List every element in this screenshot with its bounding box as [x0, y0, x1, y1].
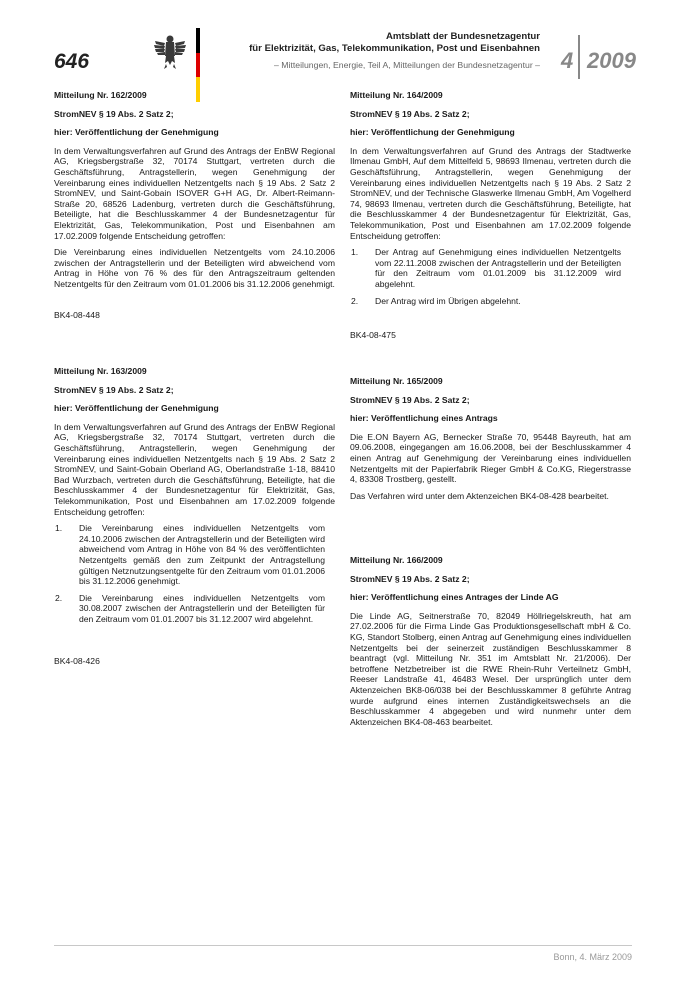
header-title — [206, 31, 540, 55]
reference-number: BK4-08-448 — [54, 309, 100, 320]
header-title-line1: Amtsblatt der Bundesnetzagentur — [385, 31, 540, 42]
mitteilung-subject: StromNEV § 19 Abs. 2 Satz 2; — [350, 108, 470, 119]
list-item-text: Die Vereinbarung eines individuellen Netzentgelts vom 30.08.2007 zwischen der Antragstellerin und der Beteiligten für den Zeitraum vom 01.01.2007 bis 31.12.2007 wird abgelehnt. — [79, 592, 325, 624]
list-item-number: 2. — [351, 295, 359, 306]
mitteilung-162 — [54, 90, 335, 326]
federal-eagle-icon — [152, 32, 188, 72]
mitteilung-166 — [350, 555, 631, 733]
footer-rule — [54, 945, 632, 946]
page-number: 646 — [54, 50, 90, 73]
mitteilung-163 — [54, 366, 335, 630]
issue-divider — [578, 35, 580, 79]
header-subtitle: – Mitteilungen, Energie, Teil A, Mitteilungen der Bundesnetzagentur – — [274, 60, 540, 70]
mitteilung-subject: StromNEV § 19 Abs. 2 Satz 2; — [350, 573, 470, 584]
mitteilung-165 — [350, 376, 631, 507]
list-item-text: Der Antrag wird im Übrigen abgelehnt. — [375, 295, 521, 306]
paragraph: Die E.ON Bayern AG, Bernecker Straße 70, 95448 Bayreuth, hat am 09.06.2008, eingegangen am 16.06.2008, bei der Beschlusskammer 4 einen Antrag auf Genehmigung der Vereinbarung eines individuellen Netzentgelts mit der Papierfabrik Rieger GmbH & Co.KG, Riegerstrasse 4, 83308 Trostberg, gestellt. — [350, 431, 631, 485]
mitteilung-number: Mitteilung Nr. 162/2009 — [54, 90, 147, 100]
issue-number: 4 — [561, 48, 574, 73]
paragraph: In dem Verwaltungsverfahren auf Grund des Antrags der EnBW Regional AG, Kriegsbergstraße 32, 70174 Stuttgart, vertreten durch die Geschäftsführung, Antragstellerin, wegen Genehmigung der Vereinbarung eines individuellen Netzentgelts nach § 19 Abs. 2 Satz 2 StromNEV, und Saint-Gobain Oberland AG, Oberlandstraße 1-18, 88410 Bad Wurzbach, vertreten durch die Geschäftsführung, Beteiligte, hat die Beschlusskammer 4 der Bundesnetzagentur für Elektrizität, Gas, Telekommunikation, Post und Eisenbahnen am 17.02.2009 folgende Entscheidung getroffen: — [54, 421, 335, 517]
paragraph: Die Vereinbarung eines individuellen Netzentgelts vom 24.10.2006 zwischen der Antragstellerin und der Beteiligten wird abweichend vom Antrag in Höhe von 76 % des für den Antragszeitraum geltenden Netzentgelts für den Zeitraum vom 01.01.2006 bis 31.12.2006 genehmigt. — [54, 247, 335, 289]
list-item — [350, 247, 631, 289]
list-item — [54, 523, 335, 587]
flag-stripe-red — [196, 53, 200, 78]
list-item-number: 1. — [55, 523, 63, 534]
paragraph: Das Verfahren wird unter dem Aktenzeichen BK4-08-428 bearbeitet. — [350, 490, 609, 501]
header-title-line2: für Elektrizität, Gas, Telekommunikation, Post und Eisenbahnen — [249, 43, 540, 54]
mitteilung-hier: hier: Veröffentlichung eines Antrags — [350, 413, 498, 424]
mitteilung-number: Mitteilung Nr. 166/2009 — [350, 555, 443, 565]
list-item-text: Die Vereinbarung eines individuellen Netzentgelts vom 24.10.2006 zwischen der Antragstellerin und der Beteiligten wird abweichend vom Antrag in Höhe von 84 % des veröffentlichten Netzentgelts gemäß den zum Zeitpunkt der Antragstellung gültigen Netznutzungsentgelte für den Zeitraum vom 01.01.2006 bis 31.12.2006 genehmigt. — [79, 523, 325, 587]
list-item-text: Der Antrag auf Genehmigung eines individuellen Netzentgelts vom 22.11.2008 zwischen der Antragstellerin und der Beteiligten für den Zeitraum vom 01.01.2009 bis 31.12.2009 wird abgelehnt. — [375, 247, 621, 289]
reference-number: BK4-08-426 — [54, 656, 100, 666]
mitteilung-164 — [350, 90, 631, 312]
mitteilung-number: Mitteilung Nr. 164/2009 — [350, 90, 443, 100]
mitteilung-subject: StromNEV § 19 Abs. 2 Satz 2; — [54, 384, 174, 395]
list-item-number: 2. — [55, 592, 63, 603]
footer-date: Bonn, 4. März 2009 — [553, 952, 632, 962]
decision-list — [54, 523, 335, 624]
mitteilung-hier: hier: Veröffentlichung der Genehmigung — [54, 127, 219, 138]
mitteilung-subject: StromNEV § 19 Abs. 2 Satz 2; — [350, 394, 470, 405]
reference-number: BK4-08-475 — [350, 330, 396, 340]
paragraph: In dem Verwaltungsverfahren auf Grund des Antrags der EnBW Regional AG, Kriegsbergstraße 32, 70174 Stuttgart, vertreten durch die Geschäftsführung, Antragstellerin, wegen Genehmigung der Vereinbarung eines individuellen Netzentgelts nach § 19 Abs. 2 Satz 2 StromNEV, und Saint-Gobain ISOVER G+H AG, Dr. Albert-Reimann-Straße 20, 68526 Ladenburg, vertreten durch die Geschäftsführung, Beteiligte, hat die Beschlusskammer 4 der Bundesnetzagentur für Elektrizität, Gas, Telekommunikation, Post und Eisenbahnen am 17.02.2009 folgende Entscheidung getroffen: — [54, 145, 335, 241]
paragraph: In dem Verwaltungsverfahren auf Grund des Antrags der Stadtwerke Ilmenau GmbH, Auf dem Mittelfeld 5, 98693 Ilmenau, vertreten durch die Geschäftsführung, Antragstellerin, wegen Genehmigung der Vereinbarung eines individuellen Netzentgelts nach § 19 Abs. 2 Satz 2 StromNEV, und der Technische Glaswerke Ilmenau GmbH, Am Vogelherd 74, 98693 Ilmenau, vertreten durch die Geschäftsführung, Beteiligte, hat die Beschlusskammer 4 der Bundesnetzagentur für Elektrizität, Gas, Telekommunikation, Post und Eisenbahnen am 17.02.2009 folgende Entscheidung getroffen: — [350, 145, 631, 241]
decision-list — [350, 247, 631, 306]
mitteilung-hier: hier: Veröffentlichung der Genehmigung — [350, 127, 515, 138]
list-item — [350, 296, 631, 307]
flag-stripe-black — [196, 28, 200, 53]
list-item — [54, 593, 335, 625]
list-item-number: 1. — [351, 247, 359, 258]
paragraph: Die Linde AG, Seitnerstraße 70, 82049 Höllriegelskreuth, hat am 27.02.2006 für die Firma Linde Gas Produktionsgesellschaft mbH & Co. KG, Standort Stolberg, einen Antrag auf Genehmigung eines individuellen Netzentgelts bei der seinerzeit zuständigen Beschlusskammer 8 beantragt (vgl. Mitteilung Nr. 351 im Amtsblatt Nr. 21/2006). Der betroffene Netzbetreiber ist die RWE Rhein-Ruhr Verteilnetz GmbH, Reeser Landstraße 41, 46483 Wesel. Der ursprünglich unter dem Aktenzeichen BK8-06/038 bei der Beschlusskammer 8 geführte Antrag wurde aufgrund eines internen Zuständigkeitswechsels an die Beschlusskammer 4 abgegeben und wird nunmehr unter dem Aktenzeichen BK4-08-463 bearbeitet. — [350, 610, 631, 727]
mitteilung-hier: hier: Veröffentlichung der Genehmigung — [54, 403, 219, 414]
mitteilung-number: Mitteilung Nr. 163/2009 — [54, 366, 147, 376]
mitteilung-hier: hier: Veröffentlichung eines Antrages der Linde AG — [350, 592, 559, 603]
issue-year: 2009 — [587, 48, 636, 73]
mitteilung-number: Mitteilung Nr. 165/2009 — [350, 376, 443, 386]
mitteilung-subject: StromNEV § 19 Abs. 2 Satz 2; — [54, 108, 174, 119]
